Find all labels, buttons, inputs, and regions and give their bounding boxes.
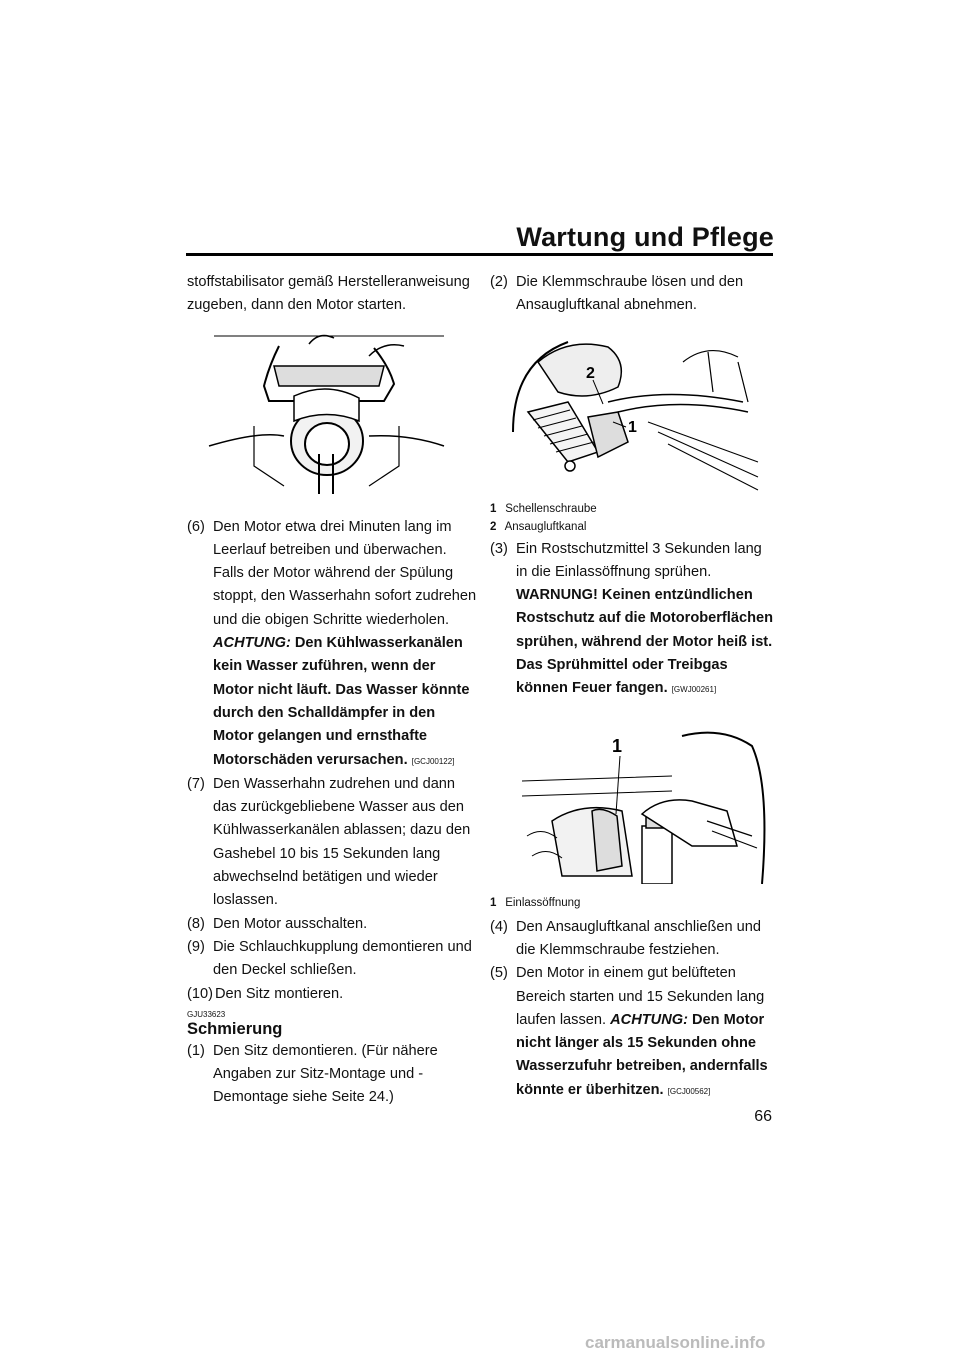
figure-caption-2: 1 Schellenschraube 2 Ansaugluftkanal	[490, 502, 597, 533]
caution-text: Den Kühlwasserkanälen kein Wasser zuführen, wenn der Motor nicht läuft. Das Wasser könnte durch den Schalldämpfer in den Motor gelangen und ernsthafte Motorschäden verursachen.	[213, 635, 470, 768]
step-8: (8) Den Motor ausschalten.	[187, 915, 368, 932]
section-id: GJU33623	[187, 1009, 226, 1019]
page-title: Wartung und Pflege	[516, 222, 774, 252]
caution-text: Den Motor nicht länger als 15 Sekunden ohne Wasserzufuhr betreiben, andernfalls könnte er überhitzen.	[516, 1011, 768, 1098]
left-column	[187, 271, 477, 1110]
step-5: (5) Den Motor in einem gut belüfteten Bereich starten und 15 Sekunden lang laufen lassen. ACHTUNG: Den Motor nicht länger als 15 Sekunden ohne Wasserzufuhr betreiben, andernfalls könnte er überhitzen. [GCJ00562]	[490, 965, 768, 1098]
step-2: (2) Die Klemmschraube lösen und den Ansaugluftkanal abnehmen.	[490, 274, 744, 314]
flush-connector-illustration	[199, 326, 459, 494]
ref-code: [GCJ00562]	[667, 1086, 711, 1096]
step-6: (6) Den Motor etwa drei Minuten lang im Leerlauf betreiben und überwachen. Falls der Motor während der Spülung stoppt, den Wasserhahn sofort zudrehen und die obigen Schritte wiederholen. ACHTUNG: Den Kühlwasserkanälen kein Wasser zuführen, wenn der Motor nicht läuft. Das Wasser könnte durch den Schalldämpfer in den Motor gelangen und ernsthafte Motorschäden verursachen. [GCJ00122]	[187, 518, 477, 768]
watermark: carmanualsonline.info	[585, 1333, 766, 1352]
callout-1: 1	[612, 735, 623, 756]
ref-code: [GWJ00261]	[671, 685, 717, 695]
right-column	[490, 271, 774, 1103]
callout-1: 1	[628, 418, 637, 436]
figure-caption-3: 1 Einlassöffnung	[490, 896, 581, 909]
step-9: (9) Die Schlauchkupplung demontieren und den Deckel schließen.	[187, 938, 472, 979]
callout-2: 2	[586, 364, 595, 382]
warning-text: WARNUNG! Keinen entzündlichen Rostschutz auf die Motoroberflächen sprühen, während der Motor heiß ist. Das Sprühmittel oder Treibgas können Feuer fangen.	[516, 587, 774, 697]
header-rule	[186, 253, 773, 256]
step-7: (7) Den Wasserhahn zudrehen und dann das zurückgebliebene Wasser aus den Kühlwasserkanälen ablassen; dazu den Gashebel 10 bis 15 Sekunden lang abwechselnd betätigen und wieder loslassen.	[187, 775, 471, 909]
section-heading: Schmierung	[187, 1019, 283, 1038]
intake-duct-illustration	[508, 332, 770, 492]
step-10: (10) Den Sitz montieren.	[187, 985, 344, 1002]
spray-intake-illustration	[522, 726, 770, 884]
intro-paragraph: stoffstabilisator gemäß Herstelleranweisung zugeben, dann den Motor starten.	[187, 274, 470, 314]
ref-code: [GCJ00122]	[411, 756, 455, 766]
page-number: 66	[754, 1108, 772, 1125]
step-4: (4) Den Ansaugluftkanal anschließen und die Klemmschraube festziehen.	[490, 918, 762, 958]
step-1: (1) Den Sitz demontieren. (Für nähere Angaben zur Sitz-Montage und -Demontage siehe Seite 24.)	[187, 1042, 438, 1106]
step-3: (3) Ein Rostschutzmittel 3 Sekunden lang in die Einlassöffnung sprühen. WARNUNG! Keinen entzündlichen Rostschutz auf die Motoroberflächen sprühen, während der Motor heiß ist. Das Sprühmittel oder Treibgas können Feuer fangen. [GWJ00261]	[490, 540, 774, 697]
caution-label: ACHTUNG:	[610, 1011, 688, 1028]
caution-label: ACHTUNG:	[213, 635, 291, 652]
